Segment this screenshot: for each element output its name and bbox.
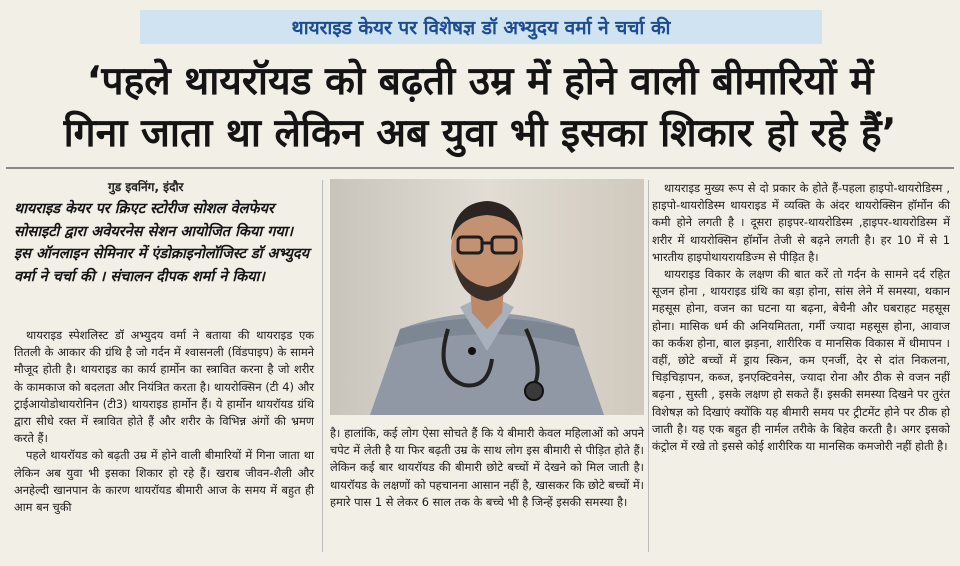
doctor-photo xyxy=(330,179,644,415)
column-divider xyxy=(648,180,649,552)
article-column-3 xyxy=(652,180,950,455)
kicker-banner xyxy=(140,10,822,44)
lead-paragraph: थायराइड केयर पर क्रिएट स्टोरीज सोशल वेलफेयर सोसाइटी द्वारा अवेयरनेस सेशन आयोजित किया गया। इस ऑनलाइन सेमिनार में एंडोक्राइनोलॉजिस्ट डॉ अभ्युदय वर्मा ने चर्चा की । संचालन दीपक शर्मा ने किया। xyxy=(14,201,310,285)
column3-paragraph-2: थायराइड विकार के लक्षण की बात करें तो गर्दन के सामने दर्द रहित सूजन होना , थायराइड ग्रंथि का बड़ा होना, सांस लेने में समस्या, थकान महसूस होना, वजन का घटना या बढ़ना, बेचैनी और घबराहट महसूस होना। मासिक धर्म की अनियमितता, गर्मी ज्यादा महसूस होना, आवाज का कर्कश होना, बाल झड़ना, शारीरिक व मानसिक विकास में धीमापन । वहीं, छोटे बच्चों में ड्राय स्किन, कम एनर्जी, देर से दांत निकलना, चिड़चिड़ापन, कब्ज, इनएक्टिवनेस, ज्यादा रोना और ठीक से वजन नहीं बढ़ना , सुस्ती , इसके लक्षण हो सकते हैं। इसकी समस्या दिखने पर तुरंत विशेषज्ञ को दिखाएं क्योंकि यह बीमारी समय पर ट्रीटमेंट होने पर ठीक हो जाती है। यह एक बहुत ही नार्मल तरीके के बिहेव करती है। अगर इसको कंट्रोल में रखे तो इससे कोई शारीरिक या मानसिक कमजोरी नहीं होती है। xyxy=(652,267,950,454)
dateline: गुड इवनिंग, इंदौर xyxy=(108,180,184,194)
headline-line-2: गिना जाता था लेकिन अब युवा भी इसका शिकार हो रहे हैं’ xyxy=(63,111,897,156)
article-column-1 xyxy=(14,327,314,516)
column1-paragraph-2: पहले थायरॉयड को बढ़ती उम्र में होने वाली बीमारियों में गिना जाता था लेकिन अब युवा भी इसका शिकार हो रहे हैं। खराब जीवन-शैली और अनहेल्दी खानपान के कारण थायरॉयड बीमारी आज के समय में बहुत ही आम बन चुकी xyxy=(14,448,314,515)
headline-line-1: ‘पहले थायरॉयड को बढ़ती उम्र में होने वाली बीमारियों में xyxy=(86,59,874,104)
article-column-2: है। हालांकि, कई लोग ऐसा सोचते हैं कि ये बीमारी केवल महिलाओं को अपने चपेट में लेती है या फिर बढ़ती उम्र के साथ लोग इस बीमारी से पीड़ित होते हैं। लेकिन कई बार थायरॉयड की बीमारी छोटे बच्चों में देखने को मिल जाती है। थायरॉयड के लक्षणों को पहचानना आसान नहीं है, खासकर कि छोटे बच्चों में। हमारे पास 1 से लेकर 6 साल तक के बच्चे भी है जिन्हें इसकी समस्या है। xyxy=(330,426,644,509)
column3-paragraph-1: थायराइड मुख्य रूप से दो प्रकार के होते हैं-पहला हाइपो-थायरोडिस्म , हाइपो-थायरोडिस्म थायराइड में व्यक्ति के अंदर थायरोक्सिन हॉर्मोन की कमी होने लगती है । दूसरा हाइपर-थायरोडिस्म ,हाइपर-थायरोडिस्म में शरीर में थायरोक्सिन हॉर्मोन तेजी से बढ़ने लगती है। हर 10 में से 1 भारतीय हाइपोथायरायडिज्म से पीड़ित है। xyxy=(652,181,950,264)
column1-paragraph-1: थायराइड स्पेशलिस्ट डॉ अभ्युदय वर्मा ने बताया की थायराइड एक तितली के आकार की ग्रंथि है जो गर्दन में श्वासनली (विंडपाइप) के सामने मौजूद होती है। थायराइड का कार्य हार्मोन का स्त्रावित करना है जो शरीर के कामकाज को बदलता और नियंत्रित करता है। थायरोक्सिन (टी 4) और ट्राईआयोडोथायरोनिन (टी3) थायराइड हार्मोन हैं। ये हार्मोन थायरॉयड ग्रंथि द्वारा सीधे रक्त में स्त्रावित होते हैं और शरीर के विभिन्न अंगों की भ्रमण करते हैं। xyxy=(14,328,314,446)
headline-divider xyxy=(6,167,954,169)
column-divider xyxy=(322,180,323,552)
kicker-text: थायराइड केयर पर विशेषज्ञ डॉ अभ्युदय वर्मा ने चर्चा की xyxy=(291,17,671,39)
doctor-portrait-image xyxy=(330,179,644,415)
